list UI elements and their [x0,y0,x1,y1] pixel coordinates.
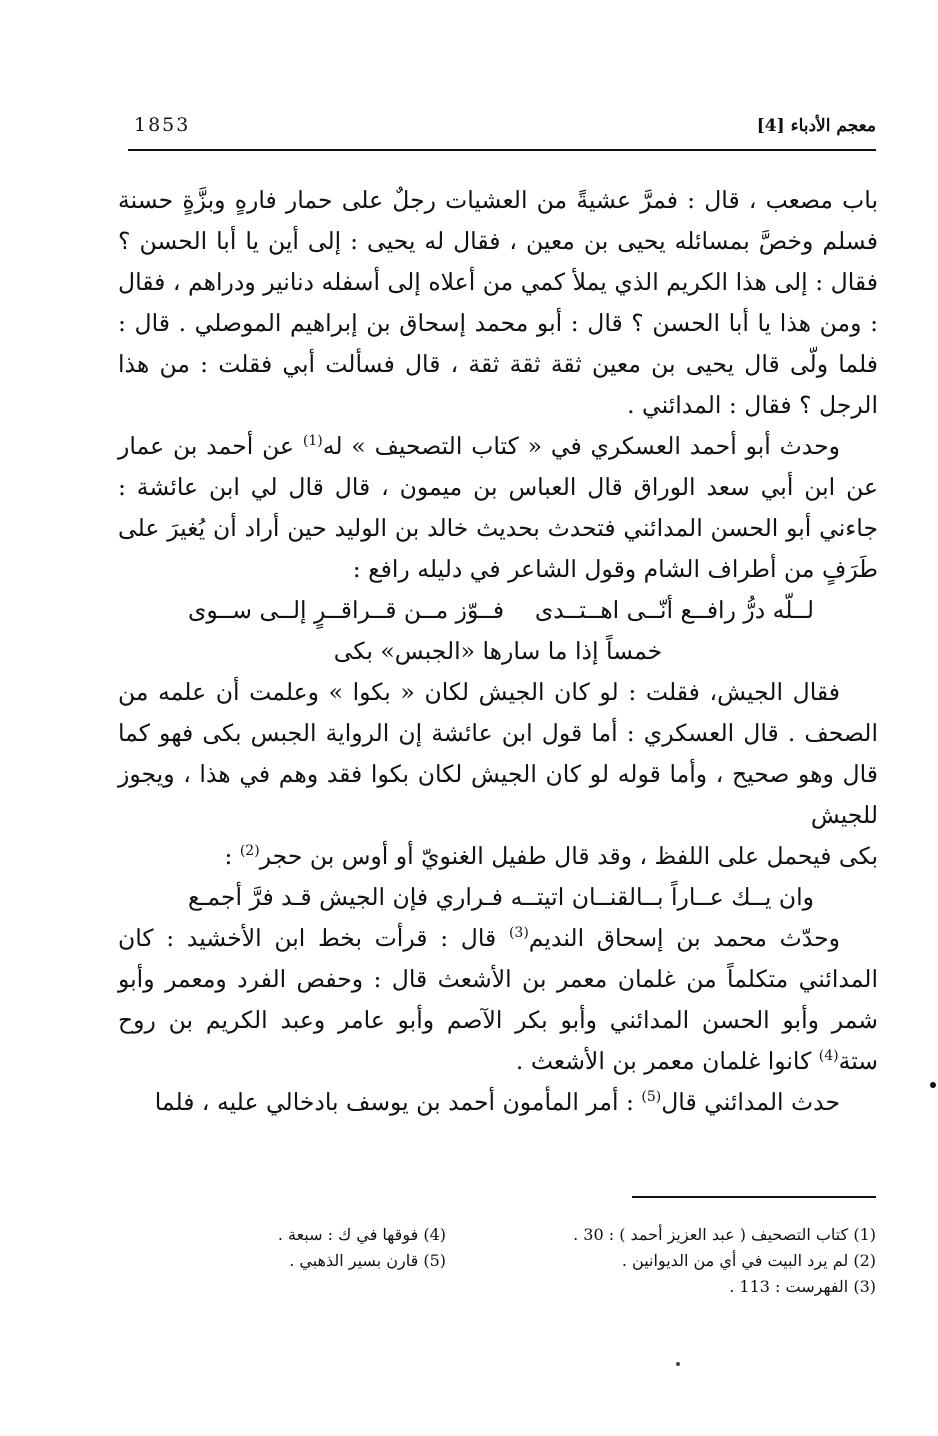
footnote-rule [632,1196,876,1198]
paragraph-4-part-b: قال : قرأت بخط ابن الأخشيد : كان المدائني متكلماً من غلمان معمر بن الأشعث قال : وحفص الفرد ومعمر وأبو شمر وأبو الحسن المدائني وأبو بكر الآصم وأبو عامر وعبد الكريم بن روح ستة [118,924,878,1075]
paragraph-5-part-b: : أمر المأمون أحمد بن يوسف بادخالي عليه ، فلما [154,1088,642,1116]
verse-1-hemistich-1: لــلّه درُّ رافــع أنّــى اهــتــدى [534,596,814,624]
footnote-5: (5) قارن بسير الذهبي . [289,1251,446,1270]
page-header [128,114,876,144]
scan-speck [676,1362,680,1366]
footnote-3: (3) الفهرست : 113 . [729,1277,876,1296]
verse-line-3 [118,877,878,918]
paragraph-4-part-a: وحدّث محمد بن إسحاق النديم [528,924,840,952]
main-text [118,180,878,1123]
paragraph-4-part-c: كانوا غلمان معمر بن الأشعث . [515,1047,819,1075]
paragraph-3: فقال الجيش، فقلت : لو كان الجيش لكان « بكوا » وعلمت أن علمه من الصحف . قال العسكري : أما قول ابن عائشة إن الرواية الجبس بكى فهو كما قال وهو صحيح ، وأما قوله لو كان الجيش لكان بكوا فقد وهم في هذا ، ويجوز للجيش [118,678,878,829]
footnote-ref-4: (4) [818,1048,839,1065]
paragraph-5-part-a: حدث المدائني قال [661,1088,840,1116]
paragraph-3-end [118,836,878,877]
verse-line-1 [118,590,878,631]
header-rule [128,149,876,151]
footnote-ref-5: (5) [641,1089,662,1106]
verse-line-2: خمساً إذا ما سارها «الجبس» بكى [333,637,663,665]
footnote-ref-1: (1) [302,433,323,450]
paragraph-2 [118,426,878,590]
page-number: 1853 [134,114,191,136]
verse-1-hemistich-2: فــوّز مــن قــراقــرٍ إلــى ســوى [188,596,505,624]
footnote-4: (4) فوقها في ك : سبعة . [277,1225,446,1244]
paragraph-3-end-text: بكى فيحمل على اللفظ ، وقد قال طفيل الغنويّ أو أوس بن حجر [259,842,878,870]
verse-2-hemistich-1: وان يــك عــاراً بــالقنــان اتيتــه [510,883,814,911]
footnote-2: (2) لم يرد البيت في أي من الديوانين . [621,1251,876,1270]
paragraph-2-part-b: عن أحمد بن عمار عن ابن أبي سعد الوراق قال العباس بن ميمون ، قال قال لي ابن عائشة : جاءني أبو الحسن المدائني فتحدث بحديث خالد بن الوليد حين أراد أن يُغيرَ على طَرَفٍ من أطراف الشام وقول الشاعر في دليله رافع : [118,432,878,583]
footnote-1: (1) كتاب التصحيف ( عبد العزيز أحمد ) : 30 . [573,1225,876,1244]
footnote-ref-3: (3) [508,925,529,942]
margin-mark [930,1082,936,1088]
footnote-ref-2: (2) [239,843,260,860]
verse-2-hemistich-2: فـراري فإن الجيش قـد فرَّ أجمـع [188,883,503,911]
paragraph-3-end-colon: : [224,842,240,870]
footnotes-column-right [516,1222,876,1300]
paragraph-2-part-a: وحدث أبو أحمد العسكري في « كتاب التصحيف » له [322,432,840,460]
footnotes-column-left [146,1222,446,1274]
paragraph-1: باب مصعب ، قال : فمرَّ عشيةً من العشيات رجلٌ على حمار فارهٍ وبزَّةٍ حسنة فسلم وخصَّ بمسائله يحيى بن معين ، فقال له يحيى : إلى أين يا أبا الحسن ؟ فقال : إلى هذا الكريم الذي يملأ كمي من أعلاه إلى أسفله دنانير ودراهم ، فقال : ومن هذا يا أبا الحسن ؟ قال : أبو محمد إسحاق بن إبراهيم الموصلي . قال : فلما ولّى قال يحيى بن معين ثقة ثقة ثقة ، قال فسألت أبي فقلت : من هذا الرجل ؟ فقال : المدائني . [118,186,878,419]
running-title: معجم الأدباء [4] [756,116,876,136]
paragraph-5 [118,1082,878,1123]
paragraph-4 [118,918,878,1082]
